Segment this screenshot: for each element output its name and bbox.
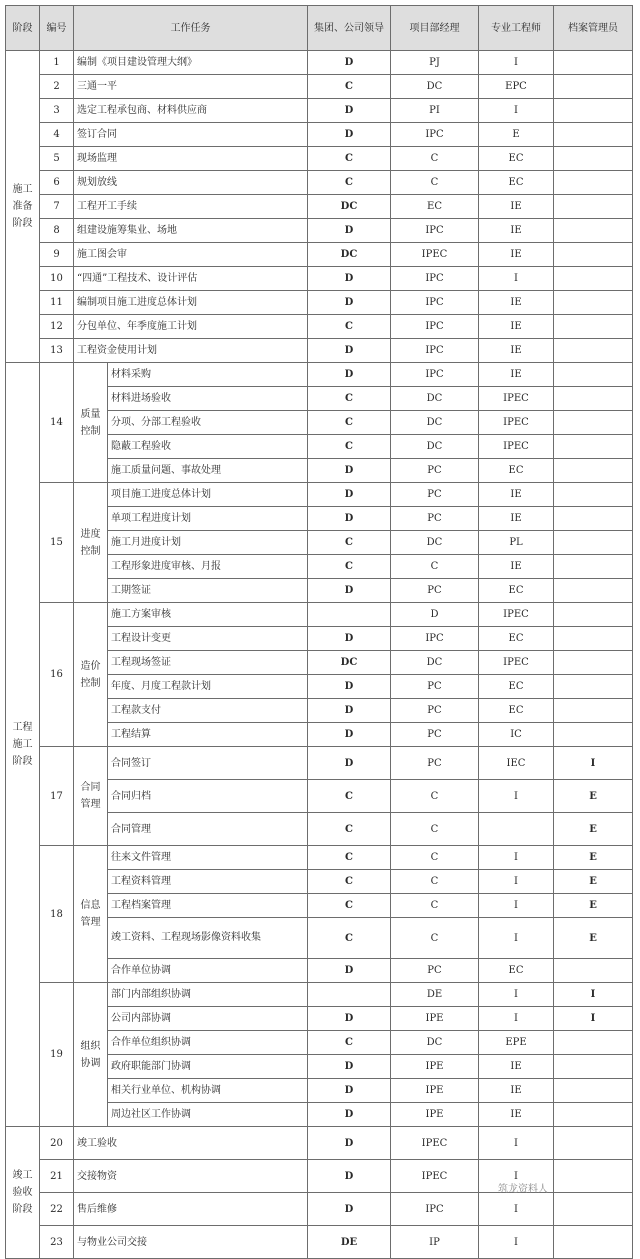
archivist-cell (554, 1226, 633, 1259)
leader-cell: C (308, 1031, 391, 1055)
row-number: 21 (40, 1160, 74, 1193)
engineer-cell: IE (479, 483, 554, 507)
task-cell: 竣工验收 (74, 1127, 308, 1160)
group-label: 组织协调 (74, 983, 108, 1127)
engineer-cell: IE (479, 219, 554, 243)
row-number: 20 (40, 1127, 74, 1160)
archivist-cell (554, 1103, 633, 1127)
table-row (6, 243, 633, 267)
header-engineer: 专业工程师 (479, 6, 554, 51)
task-cell: 交接物资 (74, 1160, 308, 1193)
archivist-cell: E (554, 846, 633, 870)
stage-cell: 施工准备阶段 (6, 51, 40, 363)
task-cell: 工程档案管理 (108, 894, 308, 918)
archivist-cell (554, 99, 633, 123)
task-cell: 工程形象进度审核、月报 (108, 555, 308, 579)
engineer-cell: EC (479, 147, 554, 171)
manager-cell: PC (391, 675, 479, 699)
task-cell: 合作单位组织协调 (108, 1031, 308, 1055)
manager-cell: EC (391, 195, 479, 219)
engineer-cell: EC (479, 459, 554, 483)
archivist-cell: I (554, 1007, 633, 1031)
manager-cell: C (391, 870, 479, 894)
leader-cell: C (308, 870, 391, 894)
archivist-cell (554, 435, 633, 459)
leader-cell: C (308, 555, 391, 579)
archivist-cell: E (554, 870, 633, 894)
manager-cell: PC (391, 723, 479, 747)
leader-cell: D (308, 1193, 391, 1226)
manager-cell: DE (391, 983, 479, 1007)
archivist-cell (554, 603, 633, 627)
watermark: 筑龙资料人 (498, 1184, 548, 1195)
manager-cell: D (391, 603, 479, 627)
archivist-cell (554, 267, 633, 291)
task-cell: 往来文件管理 (108, 846, 308, 870)
archivist-cell (554, 147, 633, 171)
task-cell: 施工月进度计划 (108, 531, 308, 555)
task-cell: 工程现场签证 (108, 651, 308, 675)
manager-cell: PC (391, 747, 479, 780)
archivist-cell: E (554, 918, 633, 959)
table-row (6, 1226, 633, 1259)
manager-cell: IPE (391, 1055, 479, 1079)
archivist-cell: E (554, 813, 633, 846)
manager-cell: IPC (391, 219, 479, 243)
archivist-cell (554, 579, 633, 603)
task-cell: 施工图会审 (74, 243, 308, 267)
header-stage: 阶段 (6, 6, 40, 51)
engineer-cell (479, 813, 554, 846)
manager-cell: DC (391, 387, 479, 411)
engineer-cell: EPE (479, 1031, 554, 1055)
group-number: 15 (40, 483, 74, 603)
manager-cell: DC (391, 411, 479, 435)
table-row (6, 99, 633, 123)
group-number: 14 (40, 363, 74, 483)
header-archivist: 档案管理员 (554, 6, 633, 51)
engineer-cell: I (479, 894, 554, 918)
engineer-cell: I (479, 1007, 554, 1031)
leader-cell: D (308, 699, 391, 723)
manager-cell: C (391, 555, 479, 579)
manager-cell: IPE (391, 1007, 479, 1031)
table-row (6, 195, 633, 219)
engineer-cell: I (479, 1193, 554, 1226)
table-row (6, 1127, 633, 1160)
archivist-cell (554, 627, 633, 651)
table-row (6, 747, 633, 780)
engineer-cell: IE (479, 1079, 554, 1103)
engineer-cell: IPEC (479, 411, 554, 435)
task-cell: 材料进场验收 (108, 387, 308, 411)
engineer-cell: IEC (479, 747, 554, 780)
group-number: 16 (40, 603, 74, 747)
header-row (6, 6, 633, 51)
manager-cell: IPC (391, 267, 479, 291)
leader-cell: D (308, 747, 391, 780)
leader-cell: D (308, 267, 391, 291)
leader-cell: C (308, 813, 391, 846)
manager-cell: C (391, 780, 479, 813)
manager-cell: IPEC (391, 1127, 479, 1160)
manager-cell: IPEC (391, 243, 479, 267)
archivist-cell (554, 1160, 633, 1193)
engineer-cell: I (479, 1160, 554, 1193)
task-cell: 年度、月度工程款计划 (108, 675, 308, 699)
row-number: 5 (40, 147, 74, 171)
task-cell: 材料采购 (108, 363, 308, 387)
leader-cell: D (308, 1055, 391, 1079)
row-number: 4 (40, 123, 74, 147)
row-number: 12 (40, 315, 74, 339)
engineer-cell: IPEC (479, 435, 554, 459)
manager-cell: PI (391, 99, 479, 123)
header-number: 编号 (40, 6, 74, 51)
task-cell: 选定工程承包商、材料供应商 (74, 99, 308, 123)
engineer-cell: EC (479, 675, 554, 699)
leader-cell: D (308, 627, 391, 651)
leader-cell: C (308, 531, 391, 555)
archivist-cell (554, 171, 633, 195)
manager-cell: DC (391, 531, 479, 555)
archivist-cell (554, 723, 633, 747)
group-number: 19 (40, 983, 74, 1127)
leader-cell: D (308, 219, 391, 243)
archivist-cell (554, 363, 633, 387)
table-row (6, 267, 633, 291)
task-cell: 相关行业单位、机构协调 (108, 1079, 308, 1103)
manager-cell: C (391, 918, 479, 959)
manager-cell: IPC (391, 123, 479, 147)
row-number: 1 (40, 51, 74, 75)
table-row (6, 51, 633, 75)
engineer-cell: IE (479, 363, 554, 387)
task-cell: 三通一平 (74, 75, 308, 99)
archivist-cell (554, 1079, 633, 1103)
task-cell: 售后维修 (74, 1193, 308, 1226)
manager-cell: PC (391, 459, 479, 483)
task-cell: 合作单位协调 (108, 959, 308, 983)
task-cell: 与物业公司交接 (74, 1226, 308, 1259)
archivist-cell (554, 123, 633, 147)
engineer-cell: EPC (479, 75, 554, 99)
engineer-cell: I (479, 983, 554, 1007)
leader-cell: D (308, 1007, 391, 1031)
engineer-cell: E (479, 123, 554, 147)
engineer-cell: IE (479, 1055, 554, 1079)
archivist-cell (554, 315, 633, 339)
archivist-cell: E (554, 780, 633, 813)
leader-cell: DC (308, 651, 391, 675)
task-cell: 合同管理 (108, 813, 308, 846)
engineer-cell: I (479, 846, 554, 870)
archivist-cell (554, 51, 633, 75)
engineer-cell: EC (479, 171, 554, 195)
leader-cell: D (308, 363, 391, 387)
header-manager: 项目部经理 (391, 6, 479, 51)
archivist-cell (554, 195, 633, 219)
row-number: 22 (40, 1193, 74, 1226)
task-cell: 分项、分部工程验收 (108, 411, 308, 435)
task-cell: 工程开工手续 (74, 195, 308, 219)
task-cell: 竣工资料、工程现场影像资料收集 (108, 918, 308, 959)
leader-cell: D (308, 483, 391, 507)
manager-cell: PC (391, 699, 479, 723)
table-row (6, 75, 633, 99)
row-number: 11 (40, 291, 74, 315)
leader-cell: D (308, 675, 391, 699)
task-cell: 隐蔽工程验收 (108, 435, 308, 459)
manager-cell: IPC (391, 291, 479, 315)
task-cell: 单项工程进度计划 (108, 507, 308, 531)
archivist-cell (554, 387, 633, 411)
manager-cell: IPC (391, 315, 479, 339)
leader-cell: D (308, 1160, 391, 1193)
leader-cell: C (308, 411, 391, 435)
leader-cell: C (308, 780, 391, 813)
row-number: 10 (40, 267, 74, 291)
task-cell: 现场监理 (74, 147, 308, 171)
manager-cell: IPC (391, 363, 479, 387)
leader-cell: D (308, 99, 391, 123)
leader-cell: C (308, 387, 391, 411)
manager-cell: IPEC (391, 1160, 479, 1193)
leader-cell: DE (308, 1226, 391, 1259)
task-cell: 政府职能部门协调 (108, 1055, 308, 1079)
group-label: 造价控制 (74, 603, 108, 747)
engineer-cell: IPEC (479, 603, 554, 627)
stage-cell: 竣工验收阶段 (6, 1127, 40, 1259)
manager-cell: C (391, 147, 479, 171)
engineer-cell: IE (479, 507, 554, 531)
leader-cell: DC (308, 243, 391, 267)
engineer-cell: IE (479, 339, 554, 363)
archivist-cell (554, 459, 633, 483)
archivist-cell (554, 531, 633, 555)
manager-cell: DC (391, 435, 479, 459)
task-cell: 规划放线 (74, 171, 308, 195)
header-task: 工作任务 (74, 6, 308, 51)
row-number: 13 (40, 339, 74, 363)
leader-cell: D (308, 959, 391, 983)
engineer-cell: I (479, 918, 554, 959)
leader-cell (308, 983, 391, 1007)
leader-cell: C (308, 171, 391, 195)
task-cell: 工期签证 (108, 579, 308, 603)
engineer-cell: IE (479, 555, 554, 579)
archivist-cell (554, 507, 633, 531)
group-number: 17 (40, 747, 74, 846)
task-cell: “四通”工程技术、设计评估 (74, 267, 308, 291)
engineer-cell: I (479, 1127, 554, 1160)
task-cell: 编制项目施工进度总体计划 (74, 291, 308, 315)
row-number: 8 (40, 219, 74, 243)
leader-cell: D (308, 291, 391, 315)
archivist-cell (554, 483, 633, 507)
table-row (6, 219, 633, 243)
engineer-cell: EC (479, 579, 554, 603)
leader-cell: DC (308, 195, 391, 219)
group-number: 18 (40, 846, 74, 983)
task-cell: 编制《项目建设管理大纲》 (74, 51, 308, 75)
table-row (6, 846, 633, 870)
task-cell: 周边社区工作协调 (108, 1103, 308, 1127)
manager-cell: PC (391, 507, 479, 531)
archivist-cell (554, 1031, 633, 1055)
table-row (6, 483, 633, 507)
manager-cell: C (391, 171, 479, 195)
task-cell: 工程资金使用计划 (74, 339, 308, 363)
manager-cell: IPC (391, 627, 479, 651)
engineer-cell: IPEC (479, 651, 554, 675)
engineer-cell: IPEC (479, 387, 554, 411)
table-row (6, 291, 633, 315)
group-label: 信息管理 (74, 846, 108, 983)
engineer-cell: IE (479, 291, 554, 315)
archivist-cell (554, 243, 633, 267)
header-leader: 集团、公司领导 (308, 6, 391, 51)
task-cell: 施工质量问题、事故处理 (108, 459, 308, 483)
task-cell: 工程设计变更 (108, 627, 308, 651)
task-cell: 合同归档 (108, 780, 308, 813)
manager-cell: PJ (391, 51, 479, 75)
archivist-cell: I (554, 983, 633, 1007)
table-row (6, 603, 633, 627)
archivist-cell (554, 675, 633, 699)
task-cell: 公司内部协调 (108, 1007, 308, 1031)
row-number: 6 (40, 171, 74, 195)
task-cell: 组建设施筹集业、场地 (74, 219, 308, 243)
manager-cell: C (391, 846, 479, 870)
archivist-cell (554, 1055, 633, 1079)
engineer-cell: PL (479, 531, 554, 555)
leader-cell: D (308, 1127, 391, 1160)
archivist-cell (554, 699, 633, 723)
task-cell: 项目施工进度总体计划 (108, 483, 308, 507)
manager-cell: IP (391, 1226, 479, 1259)
task-cell: 工程款支付 (108, 699, 308, 723)
engineer-cell: I (479, 99, 554, 123)
leader-cell (308, 603, 391, 627)
engineer-cell: I (479, 1226, 554, 1259)
manager-cell: IPC (391, 339, 479, 363)
engineer-cell: I (479, 780, 554, 813)
group-label: 进度控制 (74, 483, 108, 603)
task-cell: 工程结算 (108, 723, 308, 747)
task-cell: 签订合同 (74, 123, 308, 147)
leader-cell: D (308, 339, 391, 363)
manager-cell: IPE (391, 1079, 479, 1103)
archivist-cell (554, 1127, 633, 1160)
archivist-cell (554, 75, 633, 99)
group-label: 质量控制 (74, 363, 108, 483)
leader-cell: C (308, 75, 391, 99)
archivist-cell (554, 959, 633, 983)
row-number: 23 (40, 1226, 74, 1259)
archivist-cell (554, 339, 633, 363)
engineer-cell: IC (479, 723, 554, 747)
manager-cell: DC (391, 651, 479, 675)
manager-cell: IPC (391, 1193, 479, 1226)
engineer-cell: EC (479, 959, 554, 983)
table-row (6, 171, 633, 195)
row-number: 3 (40, 99, 74, 123)
table-row (6, 147, 633, 171)
task-cell: 施工方案审核 (108, 603, 308, 627)
table-row (6, 363, 633, 387)
engineer-cell: IE (479, 195, 554, 219)
engineer-cell: IE (479, 1103, 554, 1127)
manager-cell: PC (391, 959, 479, 983)
leader-cell: D (308, 459, 391, 483)
leader-cell: C (308, 846, 391, 870)
leader-cell: D (308, 51, 391, 75)
leader-cell: C (308, 918, 391, 959)
engineer-cell: EC (479, 699, 554, 723)
table-row (6, 339, 633, 363)
leader-cell: D (308, 723, 391, 747)
engineer-cell: IE (479, 243, 554, 267)
table-row (6, 315, 633, 339)
manager-cell: DC (391, 75, 479, 99)
archivist-cell (554, 411, 633, 435)
leader-cell: D (308, 1103, 391, 1127)
manager-cell: C (391, 813, 479, 846)
archivist-cell: E (554, 894, 633, 918)
group-label: 合同管理 (74, 747, 108, 846)
leader-cell: D (308, 1079, 391, 1103)
task-cell: 工程资料管理 (108, 870, 308, 894)
engineer-cell: EC (479, 627, 554, 651)
manager-cell: PC (391, 579, 479, 603)
leader-cell: D (308, 507, 391, 531)
archivist-cell (554, 651, 633, 675)
row-number: 9 (40, 243, 74, 267)
row-number: 7 (40, 195, 74, 219)
manager-cell: IPE (391, 1103, 479, 1127)
leader-cell: C (308, 315, 391, 339)
task-cell: 合同签订 (108, 747, 308, 780)
manager-cell: DC (391, 1031, 479, 1055)
leader-cell: D (308, 123, 391, 147)
archivist-cell (554, 219, 633, 243)
task-cell: 部门内部组织协调 (108, 983, 308, 1007)
manager-cell: PC (391, 483, 479, 507)
leader-cell: D (308, 579, 391, 603)
manager-cell: C (391, 894, 479, 918)
archivist-cell (554, 291, 633, 315)
archivist-cell: I (554, 747, 633, 780)
table-row (6, 983, 633, 1007)
task-cell: 分包单位、年季度施工计划 (74, 315, 308, 339)
archivist-cell (554, 555, 633, 579)
leader-cell: C (308, 147, 391, 171)
stage-cell: 工程施工阶段 (6, 363, 40, 1127)
engineer-cell: I (479, 51, 554, 75)
engineer-cell: I (479, 267, 554, 291)
leader-cell: C (308, 894, 391, 918)
engineer-cell: I (479, 870, 554, 894)
table-row (6, 123, 633, 147)
leader-cell: C (308, 435, 391, 459)
engineer-cell: IE (479, 315, 554, 339)
responsibility-table (5, 5, 633, 1259)
row-number: 2 (40, 75, 74, 99)
